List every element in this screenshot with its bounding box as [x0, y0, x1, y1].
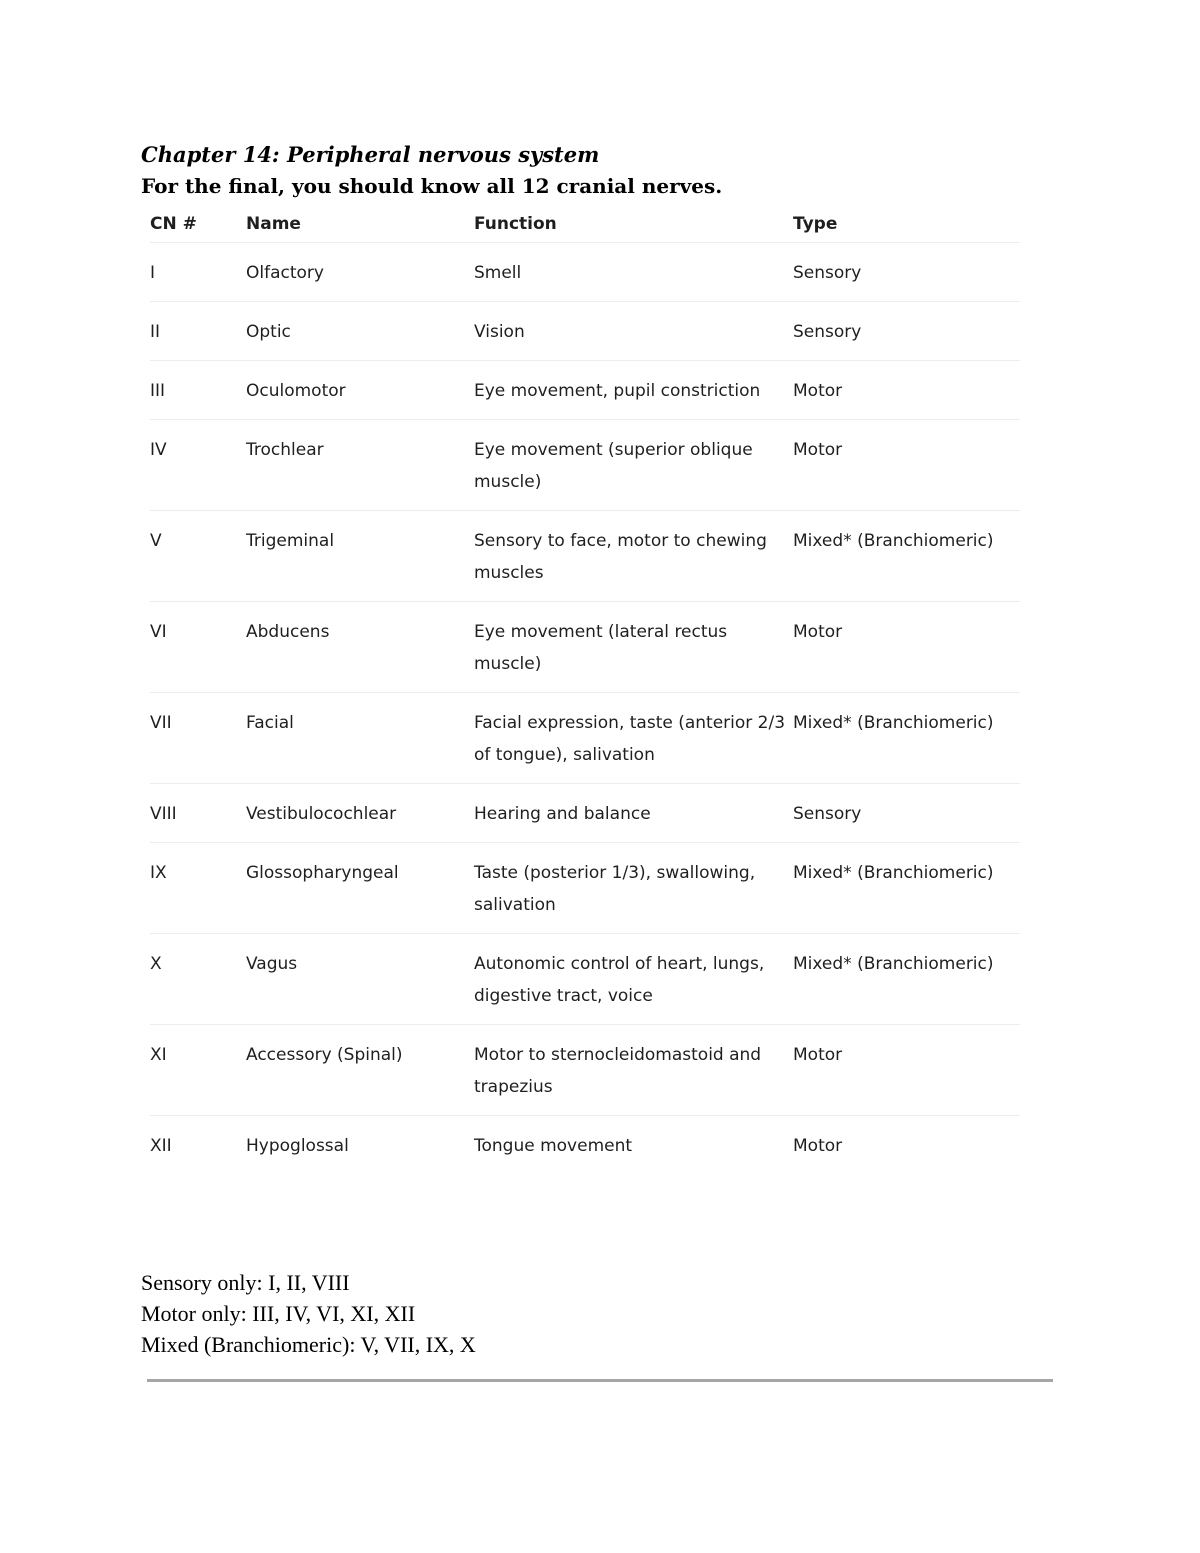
- table-row: [150, 511, 1020, 602]
- cell-type: Sensory: [793, 302, 1020, 361]
- nerve-type-summary: [141, 1267, 476, 1360]
- cell-name: Olfactory: [246, 243, 474, 302]
- summary-motor-only: Motor only: III, IV, VI, XI, XII: [141, 1301, 416, 1326]
- cell-function: Eye movement (lateral rectus muscle): [474, 602, 793, 693]
- header-name: Name: [246, 206, 474, 243]
- chapter-title: Chapter 14: Peripheral nervous system: [141, 142, 600, 167]
- cell-name: Accessory (Spinal): [246, 1025, 474, 1116]
- cell-name: Abducens: [246, 602, 474, 693]
- cell-cn-number: VI: [150, 602, 246, 693]
- cell-type: Sensory: [793, 784, 1020, 843]
- cell-type: Motor: [793, 1136, 843, 1156]
- summary-sensory-only: Sensory only: I, II, VIII: [141, 1270, 350, 1295]
- table-row: [150, 934, 1020, 1025]
- cell-function: Eye movement (superior oblique muscle): [474, 420, 793, 511]
- cell-name: Trochlear: [246, 420, 474, 511]
- cell-name: Vestibulocochlear: [246, 784, 474, 843]
- cell-function: Motor to sternocleidomastoid and trapezius: [474, 1025, 793, 1116]
- cell-function: Eye movement, pupil constriction: [474, 361, 793, 420]
- cell-type: Mixed* (Branchiomeric): [793, 934, 1020, 1025]
- cell-type: Sensory: [793, 243, 1020, 302]
- cell-cn-number: IX: [150, 843, 246, 934]
- cell-cn-number: I: [150, 243, 246, 302]
- cranial-nerves-table: [150, 206, 1020, 1162]
- cell-function: Sensory to face, motor to chewing muscles: [474, 511, 793, 602]
- cell-cn-number: XI: [150, 1025, 246, 1116]
- cell-name: Glossopharyngeal: [246, 843, 474, 934]
- table-header-row: [150, 206, 1020, 243]
- cell-cn-number: X: [150, 934, 246, 1025]
- cell-name: Hypoglossal: [246, 1136, 349, 1156]
- table-row: [150, 243, 1020, 302]
- summary-mixed: Mixed (Branchiomeric): V, VII, IX, X: [141, 1332, 476, 1357]
- cell-cn-number: IV: [150, 420, 246, 511]
- cell-name: Oculomotor: [246, 361, 474, 420]
- cell-cn-number: VII: [150, 693, 246, 784]
- cell-function: Smell: [474, 243, 793, 302]
- table-row: [150, 602, 1020, 693]
- header-cn-number: CN #: [150, 206, 246, 243]
- cell-type: Motor: [793, 602, 1020, 693]
- table-row: [150, 843, 1020, 934]
- cell-type: Motor: [793, 1025, 1020, 1116]
- table-row: [150, 361, 1020, 420]
- cell-type: Motor: [793, 420, 1020, 511]
- cell-function: Hearing and balance: [474, 784, 793, 843]
- table-row: [150, 1116, 1020, 1163]
- cell-name: Vagus: [246, 934, 474, 1025]
- cell-name: Optic: [246, 302, 474, 361]
- table-row: [150, 693, 1020, 784]
- cell-cn-number: III: [150, 361, 246, 420]
- cell-name: Facial: [246, 693, 474, 784]
- cell-type: Mixed* (Branchiomeric): [793, 693, 1020, 784]
- cell-function: Facial expression, taste (anterior 2/3 of tongue), salivation: [474, 693, 793, 784]
- cell-type: Mixed* (Branchiomeric): [793, 843, 1020, 934]
- cell-function: Taste (posterior 1/3), swallowing, salivation: [474, 843, 793, 934]
- cell-function: Autonomic control of heart, lungs, digestive tract, voice: [474, 934, 793, 1025]
- cell-cn-number: XII: [150, 1136, 172, 1156]
- subtitle: For the final, you should know all 12 cranial nerves.: [141, 174, 723, 198]
- cell-function: Tongue movement: [474, 1136, 633, 1156]
- header-type: Type: [793, 206, 1020, 243]
- table-row: [150, 784, 1020, 843]
- cell-cn-number: II: [150, 302, 246, 361]
- header-function: Function: [474, 206, 793, 243]
- cell-function: Vision: [474, 302, 793, 361]
- table-row: [150, 302, 1020, 361]
- cell-cn-number: VIII: [150, 784, 246, 843]
- table-row: [150, 1025, 1020, 1116]
- table-row: [150, 420, 1020, 511]
- cell-name: Trigeminal: [246, 511, 474, 602]
- horizontal-divider: [147, 1379, 1053, 1382]
- cell-type: Mixed* (Branchiomeric): [793, 511, 1020, 602]
- cell-type: Motor: [793, 361, 1020, 420]
- cell-cn-number: V: [150, 511, 246, 602]
